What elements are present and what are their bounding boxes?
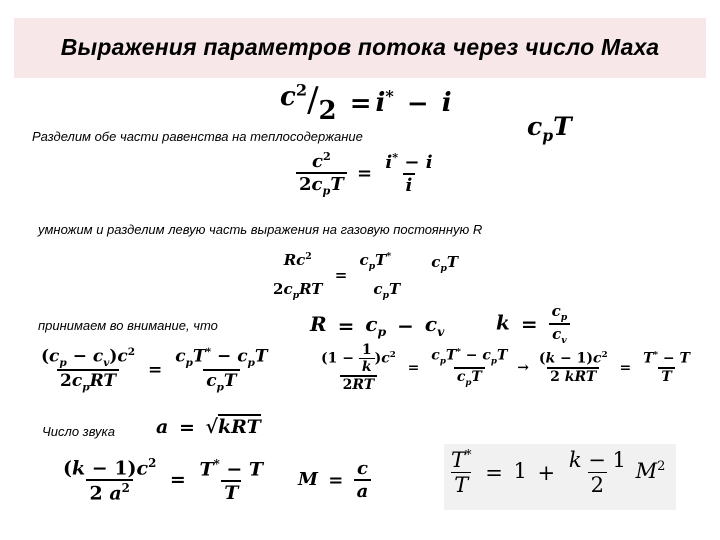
slide-title: Выражения параметров потока через число Маха bbox=[60, 34, 660, 60]
note-divide-by-enthalpy: Разделим обе части равенства на теплосодержание bbox=[32, 129, 363, 144]
adiabatic-index: k = $\frac{c_p}{c_v}$ bbox=[496, 302, 570, 346]
note-speed-of-sound: Число звука bbox=[42, 424, 115, 439]
mach-derivation: $\frac{(k - 1)c^2}{2 a^2}$ = $\frac{T^* - T}{T}$ bbox=[63, 456, 264, 505]
enthalpy-formula: $c_pT$ bbox=[527, 112, 572, 145]
gas-constant-equation: Rc$^2$ $2c_pRT$ = $c_pT^*$ $c_pT$ $c_pT$ bbox=[273, 251, 459, 301]
temperature-ratio-result: $\frac{T^*}{T}$ = 1 + $\frac{k - 1}{2}$ $M^2$ bbox=[451, 448, 666, 497]
substituted-equation: $\frac{(c_p - c_v)c^2}{2c_pRT}$ = $\frac{c_pT^* - c_pT}{c_pT}$ bbox=[41, 346, 268, 394]
energy-equation: $c^2/2 = i^* - i$ bbox=[280, 80, 452, 126]
divided-equation: $\frac{c^2}{2c_pT}$ = $\frac{i^* - i}{i}$ bbox=[296, 150, 436, 198]
mach-number-definition: M = $\frac{c}{a}$ bbox=[298, 458, 371, 502]
title-banner bbox=[14, 18, 706, 78]
note-take-into-account: принимаем во внимание, что bbox=[38, 318, 218, 333]
simplified-equation: (1 − $\frac{1}{k}$ )$c^2$ 2RT = $\frac{c_pT^* - c_pT}{c_pT}$ → $\frac{(k - 1)c^2}{\text{2 kRT}}$ = $\frac{T^* - T}{T}$ bbox=[321, 342, 690, 393]
speed-of-sound-formula: a = √kRT bbox=[156, 416, 261, 439]
note-multiply-gas-constant: умножим и разделим левую часть выражения на газовую постоянную R bbox=[38, 222, 483, 237]
mayer-relation: $R = c_p - c_v$ bbox=[310, 312, 445, 339]
